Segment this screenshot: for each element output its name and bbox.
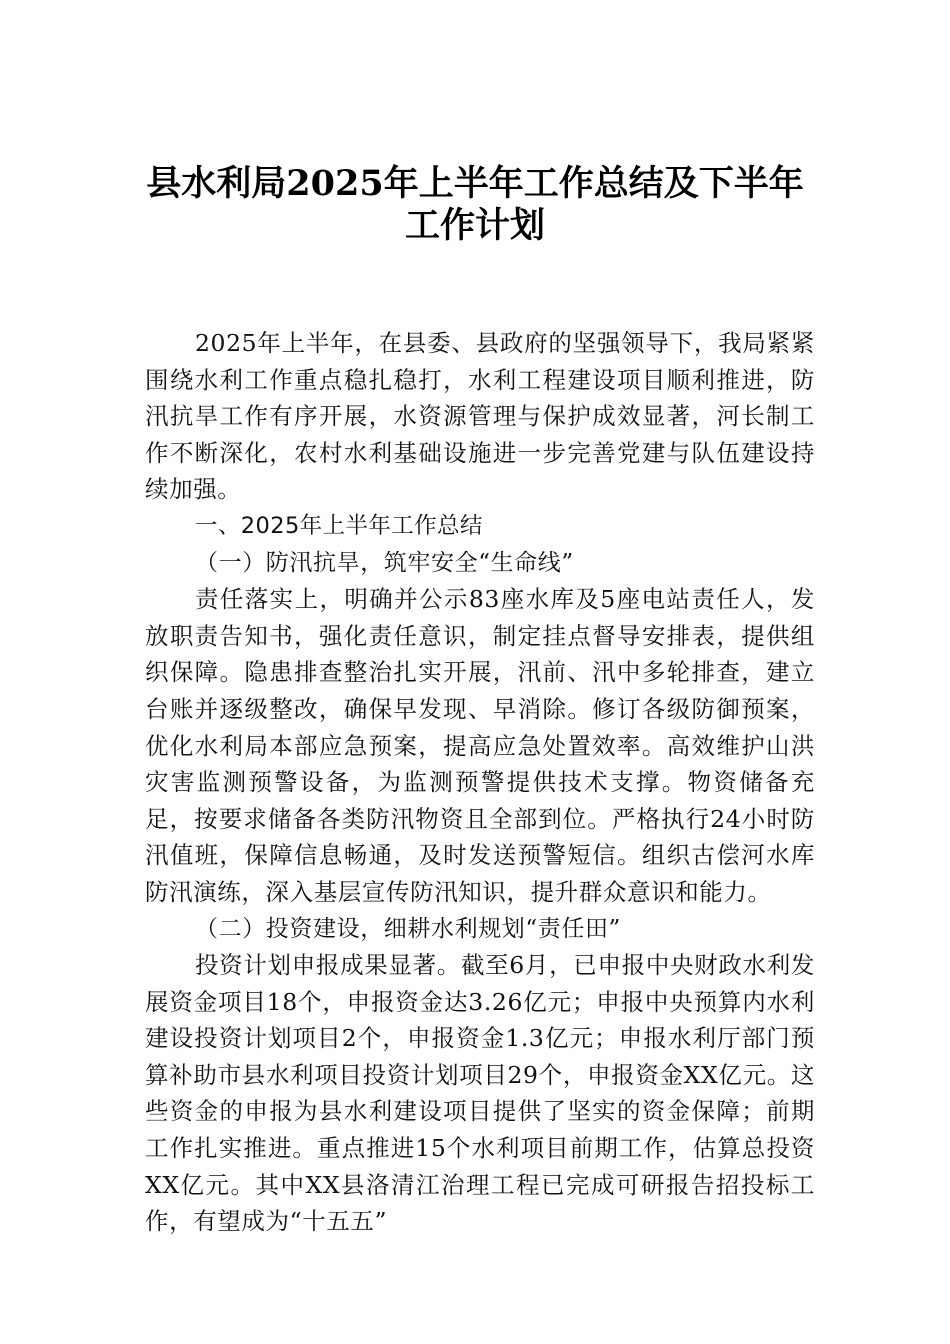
subsection-heading-2: （二）投资建设，细耕水利规划“责任田” (195, 915, 621, 942)
document-body (145, 325, 815, 1240)
subsection-heading-1: （一）防汛抗旱，筑牢安全“生命线” (195, 549, 574, 576)
intro-paragraph: 2025年上半年，在县委、县政府的坚强领导下，我局紧紧围绕水利工作重点稳扎稳打，水利工程建设项目顺利推进，防汛抗旱工作有序开展，水资源管理与保护成效显著，河长制工作不断深化，农村水利基础设施进一步完善党建与队伍建设持续加强。 (145, 329, 815, 504)
subsection-2-paragraph: 投资计划申报成果显著。截至6月，已申报中央财政水利发展资金项目18个，申报资金达3.26亿元；申报中央预算内水利建设投资计划项目2个，申报资金1.3亿元；申报水利厅部门预算补助市县水利项目投资计划项目29个，申报资金XX亿元。这些资金的申报为县水利建设项目提供了坚实的资金保障；前期工作扎实推进。重点推进15个水利项目前期工作，估算总投资XX亿元。其中XX县洛清江治理工程已完成可研报告招投标工作，有望成为“十五五” (145, 951, 815, 1236)
document-title-line-2: 工作计划 (404, 205, 545, 246)
section-heading-1: 一、2025年上半年工作总结 (195, 512, 483, 539)
document-title-line-1: 县水利局2025年上半年工作总结及下半年 (146, 163, 804, 204)
subsection-1-paragraph: 责任落实上，明确并公示83座水库及5座电站责任人，发放职责告知书，强化责任意识，制定挂点督导安排表，提供组织保障。隐患排查整治扎实开展，汛前、汛中多轮排查，建立台账并逐级整改，确保早发现、早消除。修订各级防御预案，优化水利局本部应急预案，提高应急处置效率。高效维护山洪灾害监测预警设备，为监测预警提供技术支撑。物资储备充足，按要求储备各类防汛物资且全部到位。严格执行24小时防汛值班，保障信息畅通，及时发送预警短信。组织古偿河水库防汛演练，深入基层宣传防汛知识，提升群众意识和能力。 (145, 585, 815, 906)
